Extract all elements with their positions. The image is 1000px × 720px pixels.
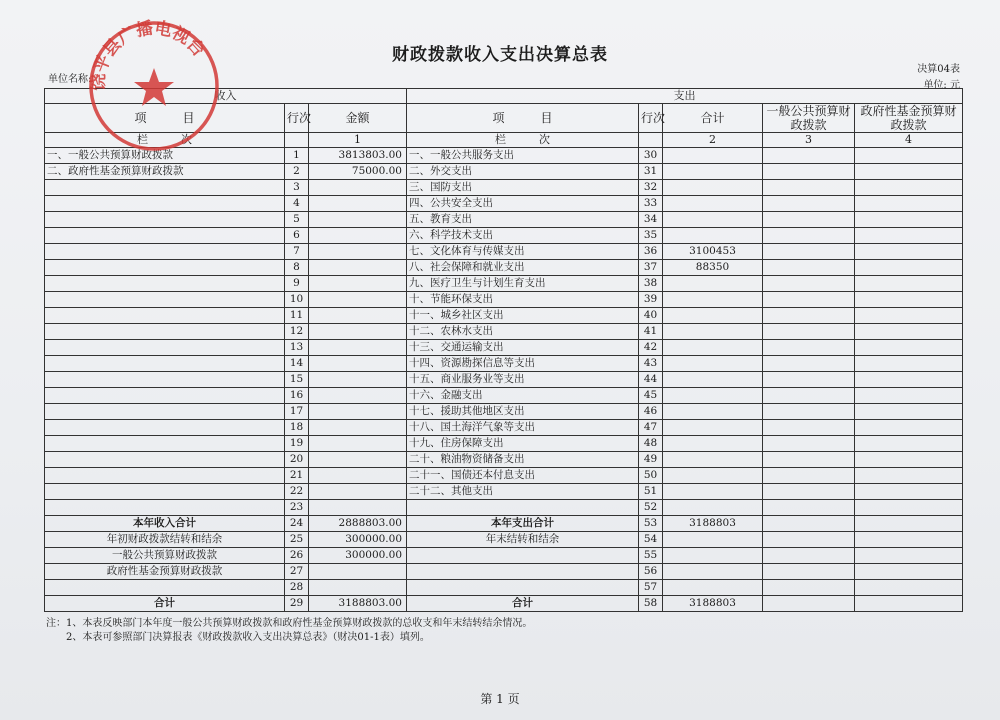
table-row xyxy=(45,484,963,500)
income-amount-cell xyxy=(309,196,407,212)
general-budget-cell xyxy=(763,212,855,228)
income-row-no-cell: 13 xyxy=(285,340,309,356)
fund-budget-cell xyxy=(855,244,963,260)
income-row-no-cell: 11 xyxy=(285,308,309,324)
fund-budget-cell xyxy=(855,340,963,356)
expense-total-cell xyxy=(663,212,763,228)
table-row xyxy=(45,372,963,388)
income-item-cell xyxy=(45,452,285,468)
table-row xyxy=(45,532,963,548)
unit-name-label: 单位名称: xyxy=(48,74,92,85)
general-budget-cell xyxy=(763,436,855,452)
table-row xyxy=(45,244,963,260)
income-item-cell xyxy=(45,228,285,244)
footnotes xyxy=(46,617,532,645)
expense-item-cell: 十、节能环保支出 xyxy=(407,292,639,308)
income-item-header: 项 目 xyxy=(45,104,285,133)
expense-group-header: 支出 xyxy=(407,89,963,104)
general-budget-cell xyxy=(763,260,855,276)
income-amount-cell xyxy=(309,452,407,468)
expense-total-cell xyxy=(663,148,763,164)
income-amount-cell xyxy=(309,436,407,452)
income-amount-cell: 3813803.00 xyxy=(309,148,407,164)
table-row xyxy=(45,180,963,196)
expense-item-cell xyxy=(407,548,639,564)
expense-item-cell: 二十一、国债还本付息支出 xyxy=(407,468,639,484)
table-row xyxy=(45,548,963,564)
svg-text:饶平县广播电视台: 饶平县广播电视台 xyxy=(88,18,209,92)
table-row xyxy=(45,436,963,452)
expense-total-cell xyxy=(663,468,763,484)
income-row-no-cell: 22 xyxy=(285,484,309,500)
income-row-no-cell: 16 xyxy=(285,388,309,404)
general-budget-cell xyxy=(763,196,855,212)
expense-total-cell xyxy=(663,500,763,516)
income-row-no-cell: 9 xyxy=(285,276,309,292)
income-item-cell xyxy=(45,356,285,372)
col-4-label: 4 xyxy=(855,133,963,148)
general-budget-cell xyxy=(763,500,855,516)
income-row-no-cell: 27 xyxy=(285,564,309,580)
expense-item-cell xyxy=(407,580,639,596)
fund-budget-cell xyxy=(855,596,963,612)
income-row-no-cell: 26 xyxy=(285,548,309,564)
income-item-cell xyxy=(45,340,285,356)
fund-budget-cell xyxy=(855,404,963,420)
general-budget-cell xyxy=(763,340,855,356)
income-item-cell xyxy=(45,324,285,340)
income-item-cell xyxy=(45,484,285,500)
expense-item-cell: 七、文化体育与传媒支出 xyxy=(407,244,639,260)
income-item-cell xyxy=(45,580,285,596)
expense-item-cell: 合计 xyxy=(407,596,639,612)
expense-row-no-cell: 36 xyxy=(639,244,663,260)
expense-row-no-cell: 38 xyxy=(639,276,663,292)
expense-item-cell: 三、国防支出 xyxy=(407,180,639,196)
expense-total-cell xyxy=(663,180,763,196)
fund-budget-cell xyxy=(855,228,963,244)
expense-row-no-cell: 47 xyxy=(639,420,663,436)
income-amount-cell xyxy=(309,356,407,372)
income-amount-cell xyxy=(309,388,407,404)
table-row xyxy=(45,228,963,244)
expense-row-no-cell: 39 xyxy=(639,292,663,308)
general-budget-cell xyxy=(763,580,855,596)
expense-item-cell: 八、社会保障和就业支出 xyxy=(407,260,639,276)
income-item-cell: 一、一般公共预算财政拨款 xyxy=(45,148,285,164)
expense-row-no-cell: 45 xyxy=(639,388,663,404)
expense-item-cell: 十九、住房保障支出 xyxy=(407,436,639,452)
expense-row-no-cell: 41 xyxy=(639,324,663,340)
income-amount-cell xyxy=(309,228,407,244)
income-item-cell xyxy=(45,420,285,436)
table-row xyxy=(45,596,963,612)
expense-item-cell: 二十二、其他支出 xyxy=(407,484,639,500)
fund-budget-cell xyxy=(855,468,963,484)
income-amount-cell xyxy=(309,420,407,436)
lanci-right: 栏 次 xyxy=(407,133,639,148)
income-item-cell xyxy=(45,196,285,212)
income-amount-cell xyxy=(309,260,407,276)
expense-total-cell xyxy=(663,580,763,596)
fund-budget-header: 政府性基金预算财政拨款 xyxy=(855,104,963,133)
expense-total-cell xyxy=(663,292,763,308)
income-row-no-cell: 15 xyxy=(285,372,309,388)
income-item-cell xyxy=(45,436,285,452)
lanci-left: 栏 次 xyxy=(45,133,285,148)
expense-row-no-cell: 32 xyxy=(639,180,663,196)
expense-item-cell: 一、一般公共服务支出 xyxy=(407,148,639,164)
income-item-cell xyxy=(45,388,285,404)
income-item-cell xyxy=(45,244,285,260)
income-amount-header: 金额 xyxy=(309,104,407,133)
fund-budget-cell xyxy=(855,372,963,388)
general-budget-cell xyxy=(763,420,855,436)
expense-row-no-cell: 56 xyxy=(639,564,663,580)
expense-row-no-cell: 54 xyxy=(639,532,663,548)
lanci-right-no xyxy=(639,133,663,148)
income-amount-cell: 75000.00 xyxy=(309,164,407,180)
form-number: 决算04表 xyxy=(917,64,960,75)
income-row-no-cell: 25 xyxy=(285,532,309,548)
expense-total-cell xyxy=(663,420,763,436)
general-budget-cell xyxy=(763,596,855,612)
expense-total-cell xyxy=(663,164,763,180)
general-budget-cell xyxy=(763,404,855,420)
col-3-label: 3 xyxy=(763,133,855,148)
general-budget-cell xyxy=(763,324,855,340)
expense-item-cell: 二、外交支出 xyxy=(407,164,639,180)
expense-row-no-header: 行次 xyxy=(639,104,663,133)
expense-row-no-cell: 30 xyxy=(639,148,663,164)
table-row xyxy=(45,516,963,532)
page-number: 第 1 页 xyxy=(480,692,520,706)
general-budget-cell xyxy=(763,228,855,244)
expense-row-no-cell: 44 xyxy=(639,372,663,388)
expense-item-cell xyxy=(407,500,639,516)
income-amount-cell xyxy=(309,324,407,340)
general-budget-cell xyxy=(763,532,855,548)
income-amount-cell xyxy=(309,484,407,500)
income-group-header: 收入 xyxy=(45,89,407,104)
income-row-no-cell: 20 xyxy=(285,452,309,468)
expense-total-cell xyxy=(663,388,763,404)
income-item-cell xyxy=(45,372,285,388)
expense-item-cell: 十五、商业服务业等支出 xyxy=(407,372,639,388)
income-row-no-cell: 29 xyxy=(285,596,309,612)
table-row xyxy=(45,404,963,420)
expense-total-cell xyxy=(663,324,763,340)
col-1-label: 1 xyxy=(309,133,407,148)
expense-total-cell xyxy=(663,308,763,324)
general-budget-cell xyxy=(763,388,855,404)
expense-item-cell: 二十、粮油物资储备支出 xyxy=(407,452,639,468)
income-row-no-cell: 1 xyxy=(285,148,309,164)
income-amount-cell xyxy=(309,564,407,580)
fund-budget-cell xyxy=(855,308,963,324)
general-budget-cell xyxy=(763,564,855,580)
expense-item-cell: 本年支出合计 xyxy=(407,516,639,532)
expense-row-no-cell: 50 xyxy=(639,468,663,484)
expense-total-cell xyxy=(663,228,763,244)
expense-total-cell: 88350 xyxy=(663,260,763,276)
expense-item-header: 项 目 xyxy=(407,104,639,133)
income-amount-cell: 300000.00 xyxy=(309,532,407,548)
income-item-cell xyxy=(45,292,285,308)
general-budget-cell xyxy=(763,548,855,564)
income-amount-cell: 3188803.00 xyxy=(309,596,407,612)
income-row-no-cell: 10 xyxy=(285,292,309,308)
income-row-no-cell: 19 xyxy=(285,436,309,452)
budget-table xyxy=(44,88,963,612)
income-row-no-header: 行次 xyxy=(285,104,309,133)
income-amount-cell xyxy=(309,500,407,516)
fund-budget-cell xyxy=(855,180,963,196)
fund-budget-cell xyxy=(855,356,963,372)
expense-total-header: 合计 xyxy=(663,104,763,133)
expense-item-cell: 十二、农林水支出 xyxy=(407,324,639,340)
income-item-cell: 合计 xyxy=(45,596,285,612)
general-budget-header: 一般公共预算财政拨款 xyxy=(763,104,855,133)
table-row xyxy=(45,276,963,292)
table-row xyxy=(45,308,963,324)
expense-total-cell xyxy=(663,548,763,564)
income-item-cell xyxy=(45,276,285,292)
expense-item-cell: 五、教育支出 xyxy=(407,212,639,228)
table-row xyxy=(45,212,963,228)
table-row xyxy=(45,420,963,436)
general-budget-cell xyxy=(763,468,855,484)
col-2-label: 2 xyxy=(663,133,763,148)
expense-total-cell xyxy=(663,484,763,500)
income-row-no-cell: 5 xyxy=(285,212,309,228)
expense-item-cell: 十一、城乡社区支出 xyxy=(407,308,639,324)
expense-item-cell: 十七、援助其他地区支出 xyxy=(407,404,639,420)
expense-item-cell: 九、医疗卫生与计划生育支出 xyxy=(407,276,639,292)
expense-total-cell: 3188803 xyxy=(663,596,763,612)
income-row-no-cell: 4 xyxy=(285,196,309,212)
table-row xyxy=(45,260,963,276)
expense-item-cell: 十三、交通运输支出 xyxy=(407,340,639,356)
general-budget-cell xyxy=(763,372,855,388)
income-item-cell xyxy=(45,308,285,324)
expense-row-no-cell: 48 xyxy=(639,436,663,452)
table-row xyxy=(45,468,963,484)
income-row-no-cell: 18 xyxy=(285,420,309,436)
expense-total-cell: 3188803 xyxy=(663,516,763,532)
expense-row-no-cell: 55 xyxy=(639,548,663,564)
income-amount-cell xyxy=(309,468,407,484)
fund-budget-cell xyxy=(855,516,963,532)
table-row xyxy=(45,356,963,372)
income-item-cell xyxy=(45,500,285,516)
expense-item-cell: 年末结转和结余 xyxy=(407,532,639,548)
income-amount-cell: 2888803.00 xyxy=(309,516,407,532)
expense-row-no-cell: 37 xyxy=(639,260,663,276)
income-amount-cell xyxy=(309,292,407,308)
general-budget-cell xyxy=(763,276,855,292)
general-budget-cell xyxy=(763,244,855,260)
expense-row-no-cell: 46 xyxy=(639,404,663,420)
income-item-cell: 政府性基金预算财政拨款 xyxy=(45,564,285,580)
fund-budget-cell xyxy=(855,212,963,228)
income-row-no-cell: 8 xyxy=(285,260,309,276)
income-amount-cell xyxy=(309,180,407,196)
expense-item-cell: 六、科学技术支出 xyxy=(407,228,639,244)
fund-budget-cell xyxy=(855,260,963,276)
income-item-cell xyxy=(45,260,285,276)
expense-row-no-cell: 53 xyxy=(639,516,663,532)
income-item-cell xyxy=(45,468,285,484)
currency-unit: 单位: 元 xyxy=(923,80,960,91)
table-row xyxy=(45,564,963,580)
income-item-cell: 年初财政拨款结转和结余 xyxy=(45,532,285,548)
expense-total-cell xyxy=(663,356,763,372)
fund-budget-cell xyxy=(855,484,963,500)
income-item-cell: 本年收入合计 xyxy=(45,516,285,532)
income-item-cell xyxy=(45,212,285,228)
table-row xyxy=(45,340,963,356)
income-row-no-cell: 23 xyxy=(285,500,309,516)
expense-total-cell xyxy=(663,452,763,468)
note-2: 2、本表可参照部门决算报表《财政拨款收入支出决算总表》（财决01-1表）填列。 xyxy=(66,632,430,643)
general-budget-cell xyxy=(763,484,855,500)
expense-total-cell xyxy=(663,276,763,292)
income-amount-cell: 300000.00 xyxy=(309,548,407,564)
expense-total-cell: 3100453 xyxy=(663,244,763,260)
fund-budget-cell xyxy=(855,196,963,212)
expense-row-no-cell: 42 xyxy=(639,340,663,356)
general-budget-cell xyxy=(763,516,855,532)
general-budget-cell xyxy=(763,308,855,324)
income-amount-cell xyxy=(309,580,407,596)
fund-budget-cell xyxy=(855,324,963,340)
income-item-cell xyxy=(45,180,285,196)
expense-total-cell xyxy=(663,372,763,388)
income-row-no-cell: 24 xyxy=(285,516,309,532)
table-row xyxy=(45,388,963,404)
expense-item-cell: 四、公共安全支出 xyxy=(407,196,639,212)
expense-total-cell xyxy=(663,196,763,212)
income-amount-cell xyxy=(309,404,407,420)
expense-total-cell xyxy=(663,404,763,420)
expense-row-no-cell: 43 xyxy=(639,356,663,372)
income-item-cell xyxy=(45,404,285,420)
general-budget-cell xyxy=(763,356,855,372)
page-title: 财政拨款收入支出决算总表 xyxy=(392,45,608,65)
income-row-no-cell: 21 xyxy=(285,468,309,484)
expense-total-cell xyxy=(663,532,763,548)
expense-item-cell: 十六、金融支出 xyxy=(407,388,639,404)
expense-row-no-cell: 35 xyxy=(639,228,663,244)
income-row-no-cell: 28 xyxy=(285,580,309,596)
income-amount-cell xyxy=(309,340,407,356)
fund-budget-cell xyxy=(855,564,963,580)
expense-row-no-cell: 34 xyxy=(639,212,663,228)
income-item-cell: 一般公共预算财政拨款 xyxy=(45,548,285,564)
lanci-left-no xyxy=(285,133,309,148)
income-row-no-cell: 12 xyxy=(285,324,309,340)
general-budget-cell xyxy=(763,452,855,468)
table-row xyxy=(45,324,963,340)
expense-row-no-cell: 58 xyxy=(639,596,663,612)
income-amount-cell xyxy=(309,372,407,388)
expense-item-cell: 十四、资源勘探信息等支出 xyxy=(407,356,639,372)
expense-row-no-cell: 52 xyxy=(639,500,663,516)
fund-budget-cell xyxy=(855,548,963,564)
table-row xyxy=(45,292,963,308)
expense-row-no-cell: 40 xyxy=(639,308,663,324)
general-budget-cell xyxy=(763,148,855,164)
income-row-no-cell: 2 xyxy=(285,164,309,180)
fund-budget-cell xyxy=(855,148,963,164)
fund-budget-cell xyxy=(855,388,963,404)
table-row xyxy=(45,148,963,164)
income-amount-cell xyxy=(309,276,407,292)
table-row xyxy=(45,452,963,468)
fund-budget-cell xyxy=(855,420,963,436)
income-row-no-cell: 17 xyxy=(285,404,309,420)
note-1: 注：1、本表反映部门本年度一般公共预算财政拨款和政府性基金预算财政拨款的总收支和年末结转结余情况。 xyxy=(46,618,533,629)
income-row-no-cell: 7 xyxy=(285,244,309,260)
fund-budget-cell xyxy=(855,436,963,452)
income-amount-cell xyxy=(309,212,407,228)
income-row-no-cell: 14 xyxy=(285,356,309,372)
general-budget-cell xyxy=(763,292,855,308)
fund-budget-cell xyxy=(855,276,963,292)
expense-row-no-cell: 31 xyxy=(639,164,663,180)
income-amount-cell xyxy=(309,308,407,324)
table-row xyxy=(45,500,963,516)
table-row xyxy=(45,164,963,180)
fund-budget-cell xyxy=(855,532,963,548)
expense-item-cell: 十八、国土海洋气象等支出 xyxy=(407,420,639,436)
table-row xyxy=(45,580,963,596)
fund-budget-cell xyxy=(855,580,963,596)
income-row-no-cell: 6 xyxy=(285,228,309,244)
fund-budget-cell xyxy=(855,164,963,180)
expense-row-no-cell: 57 xyxy=(639,580,663,596)
expense-item-cell xyxy=(407,564,639,580)
expense-total-cell xyxy=(663,564,763,580)
income-row-no-cell: 3 xyxy=(285,180,309,196)
expense-total-cell xyxy=(663,340,763,356)
general-budget-cell xyxy=(763,180,855,196)
income-item-cell: 二、政府性基金预算财政拨款 xyxy=(45,164,285,180)
expense-total-cell xyxy=(663,436,763,452)
fund-budget-cell xyxy=(855,292,963,308)
expense-row-no-cell: 51 xyxy=(639,484,663,500)
fund-budget-cell xyxy=(855,500,963,516)
table-row xyxy=(45,196,963,212)
general-budget-cell xyxy=(763,164,855,180)
expense-row-no-cell: 33 xyxy=(639,196,663,212)
expense-row-no-cell: 49 xyxy=(639,452,663,468)
fund-budget-cell xyxy=(855,452,963,468)
income-amount-cell xyxy=(309,244,407,260)
